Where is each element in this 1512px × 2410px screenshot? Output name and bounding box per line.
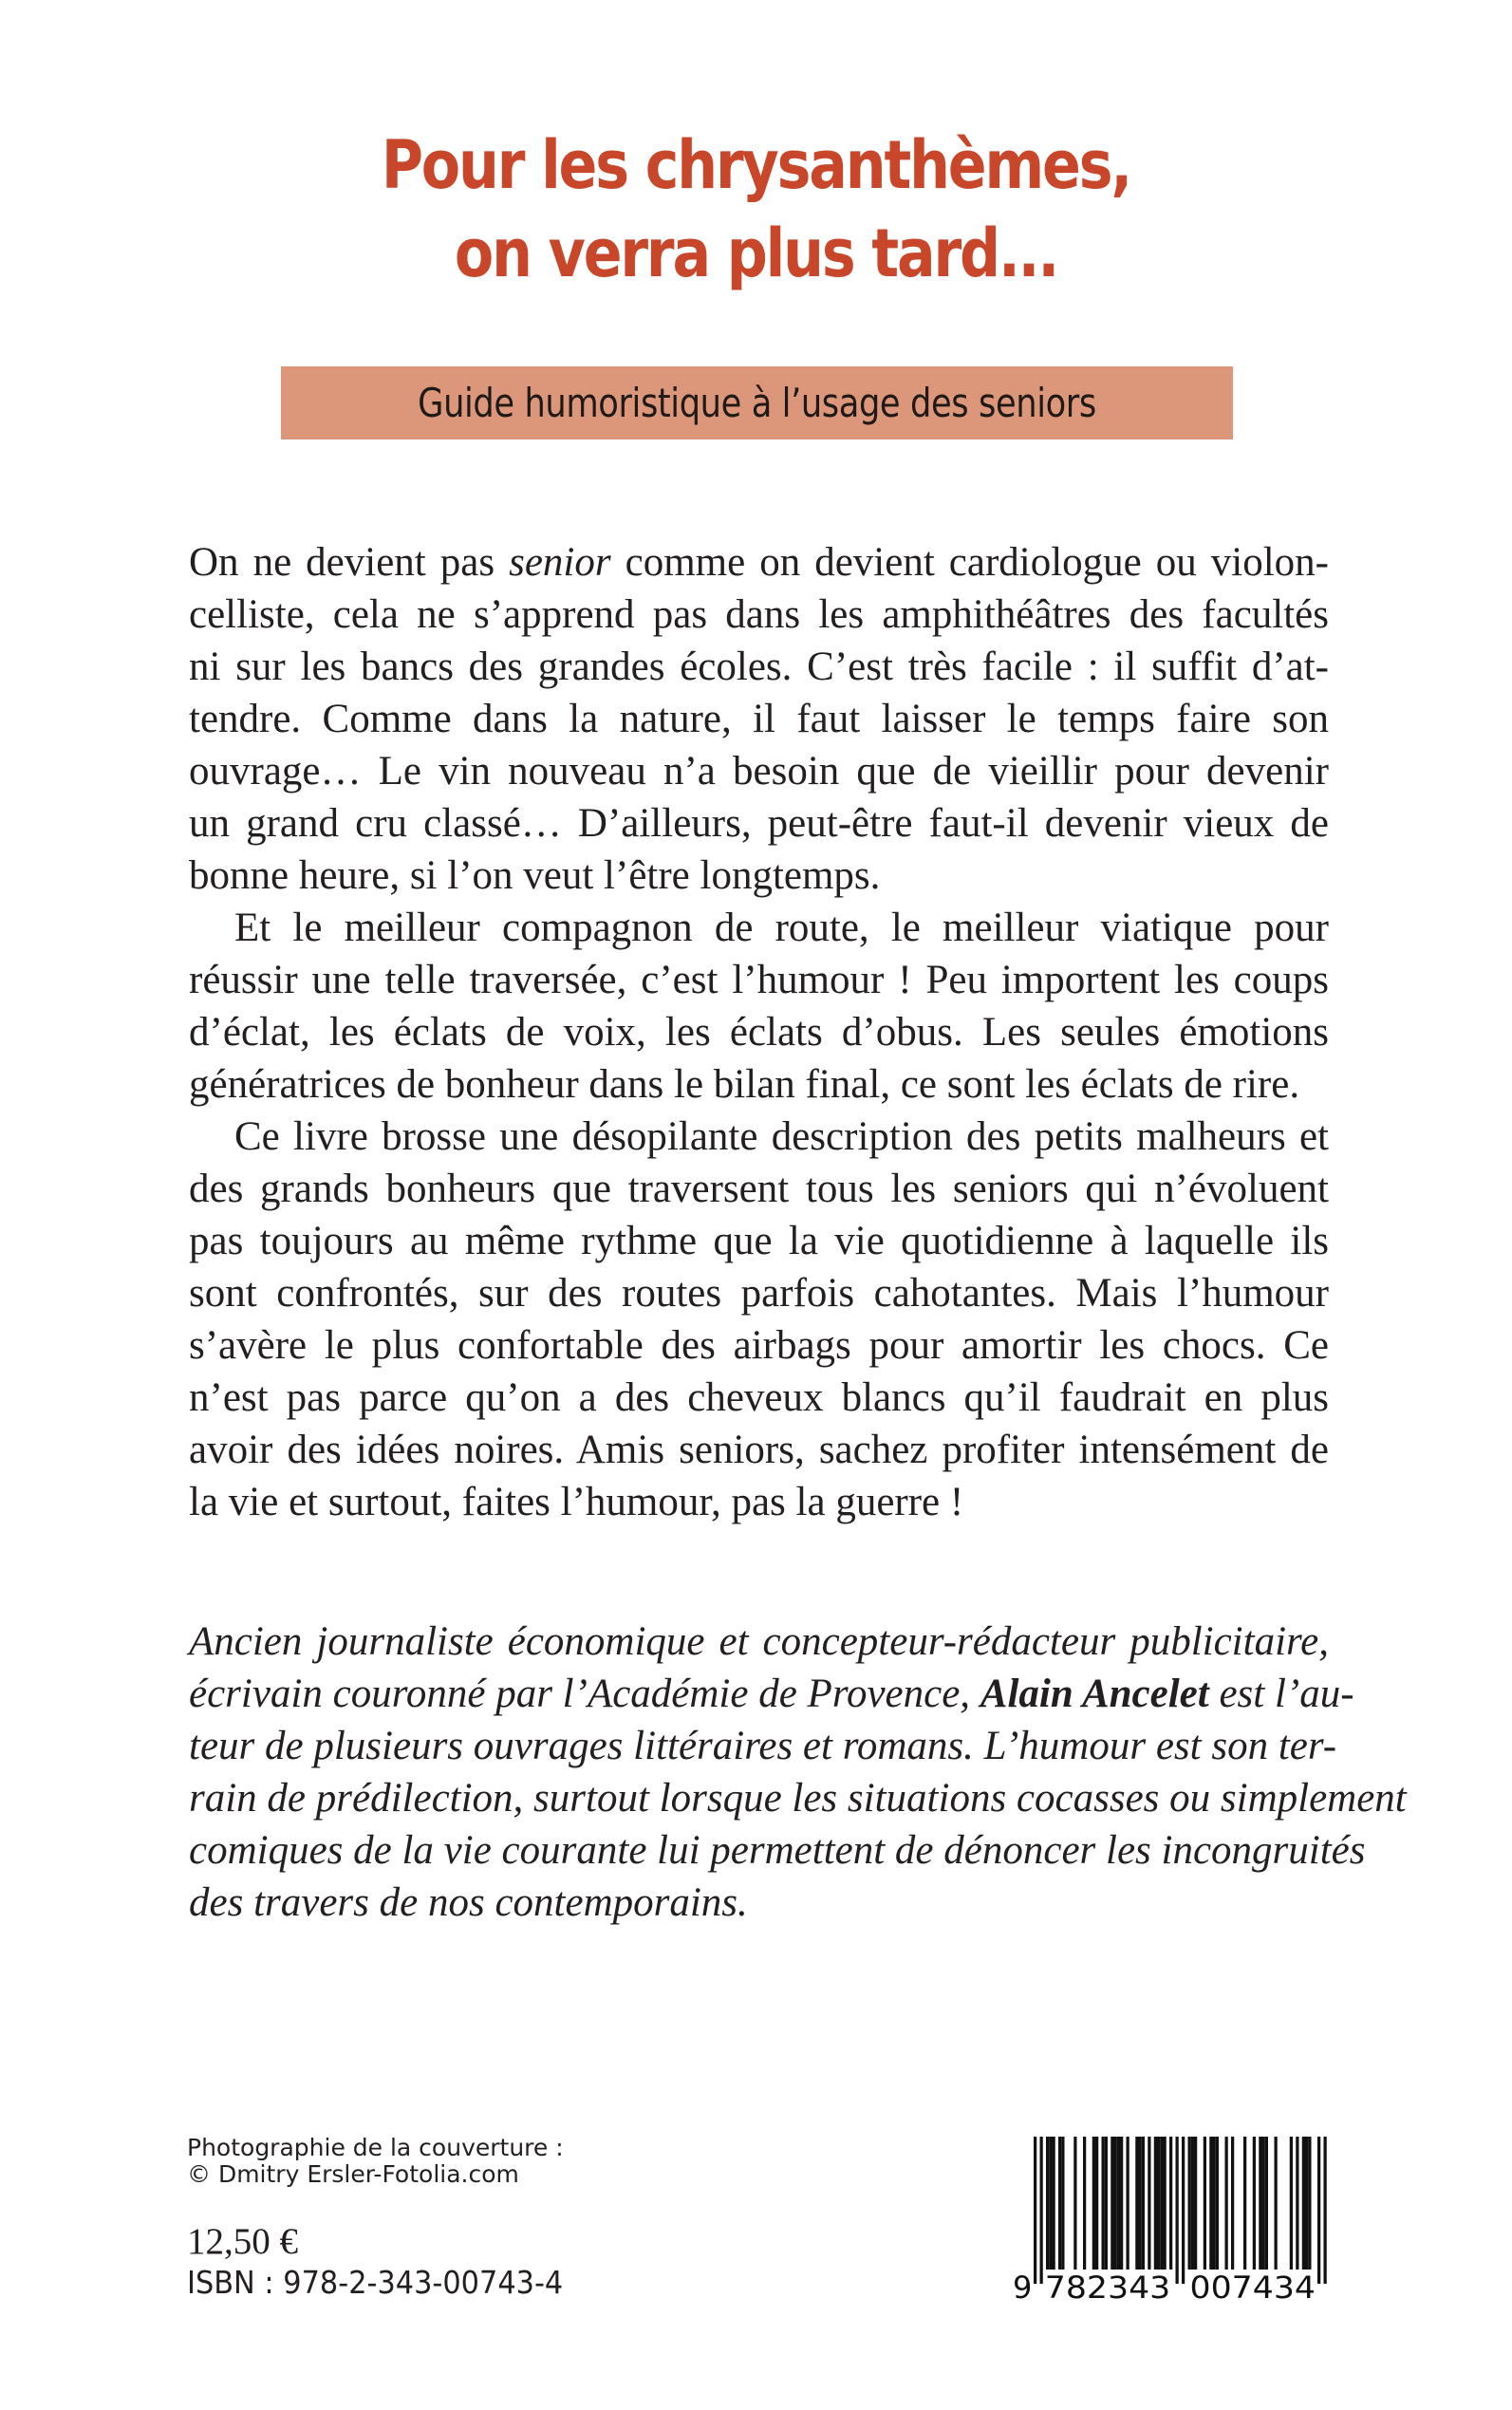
bio-line: comiques de la vie courante lui permettent de dénoncer les incongruités	[189, 1828, 1366, 1873]
blurb-line: s’avère le plus confortable des airbags pour amortir les chocs. Ce	[189, 1323, 1329, 1368]
photo-credit-label: Photographie de la couverture :	[187, 2134, 564, 2161]
blurb-line: avoir des idées noires. Amis seniors, sachez profiter intensément de	[189, 1428, 1329, 1472]
emphasis: senior	[509, 540, 611, 585]
blurb-line: un grand cru classé… D’ailleurs, peut-être faut-il devenir vieux de	[189, 801, 1329, 846]
blurb-line: la vie et surtout, faites l’humour, pas la guerre !	[189, 1480, 964, 1524]
blurb-line: Ce livre brosse une désopilante description des petits malheurs et	[234, 1114, 1329, 1159]
bio-line: écrivain couronné par l’Académie de Provence, Alain Ancelet est l’au-	[189, 1672, 1354, 1716]
blurb-line: celliste, cela ne s’apprend pas dans les amphithéâtres des facultés	[189, 592, 1329, 637]
subtitle-banner	[281, 366, 1233, 439]
isbn: ISBN : 978-2-343-00743-4	[187, 2264, 564, 2301]
svg-text:782343: 782343	[1044, 2270, 1171, 2306]
blurb-line: des grands bonheurs que traversent tous les seniors qui n’évoluent	[189, 1167, 1329, 1211]
svg-text:9: 9	[1013, 2270, 1033, 2306]
blurb-line: ouvrage… Le vin nouveau n’a besoin que de vieillir pour devenir	[189, 749, 1329, 794]
price: 12,50 €	[187, 2221, 298, 2262]
blurb-line: ni sur les bancs des grandes écoles. C’est très facile : il suffit d’at-	[189, 645, 1329, 689]
blurb-line: bonne heure, si l’on veut l’être longtemps.	[189, 853, 881, 898]
book-title	[106, 121, 1407, 298]
ean13-barcode-icon	[1006, 2131, 1334, 2307]
book-title-line-1: Pour les chrysanthèmes,	[381, 126, 1131, 204]
blurb-line: sont confrontés, sur des routes parfois cahotantes. Mais l’humour	[189, 1271, 1329, 1316]
svg-text:007434: 007434	[1189, 2270, 1316, 2306]
bio-line: teur de plusieurs ouvrages littéraires et romans. L’humour est son ter-	[189, 1724, 1337, 1768]
author-bio	[189, 1616, 1407, 1929]
bio-line: des travers de nos contemporains.	[189, 1880, 748, 1925]
blurb-line: génératrices de bonheur dans le bilan final, ce sont les éclats de rire.	[189, 1062, 1300, 1107]
photo-credit	[187, 2135, 564, 2188]
blurb-line: d’éclat, les éclats de voix, les éclats d’obus. Les seules émotions	[189, 1010, 1329, 1055]
blurb-line: n’est pas parce qu’on a des cheveux blancs qu’il faudrait en plus	[189, 1375, 1329, 1420]
book-subtitle: Guide humoristique à l’usage des seniors	[418, 380, 1096, 426]
blurb-line: tendre. Comme dans la nature, il faut laisser le temps faire son	[189, 697, 1329, 741]
blurb-text	[189, 536, 1329, 1528]
blurb-line: réussir une telle traversée, c’est l’humour ! Peu importent les coups	[189, 958, 1329, 1002]
book-title-line-2: on verra plus tard...	[454, 215, 1058, 292]
bio-line: Ancien journaliste économique et concepteur-rédacteur publicitaire,	[189, 1619, 1329, 1664]
blurb-line: Et le meilleur compagnon de route, le meilleur viatique pour	[234, 906, 1329, 950]
blurb-line: pas toujours au même rythme que la vie quotidienne à laquelle ils	[189, 1219, 1329, 1263]
author-name: Alain Ancelet	[980, 1672, 1209, 1716]
photo-credit-value: © Dmitry Ersler-Fotolia.com	[187, 2160, 519, 2188]
blurb-line: On ne devient pas senior comme on devient cardiologue ou violon-	[189, 540, 1329, 585]
bio-line: rain de prédilection, surtout lorsque les situations cocasses ou simplement	[189, 1776, 1407, 1821]
